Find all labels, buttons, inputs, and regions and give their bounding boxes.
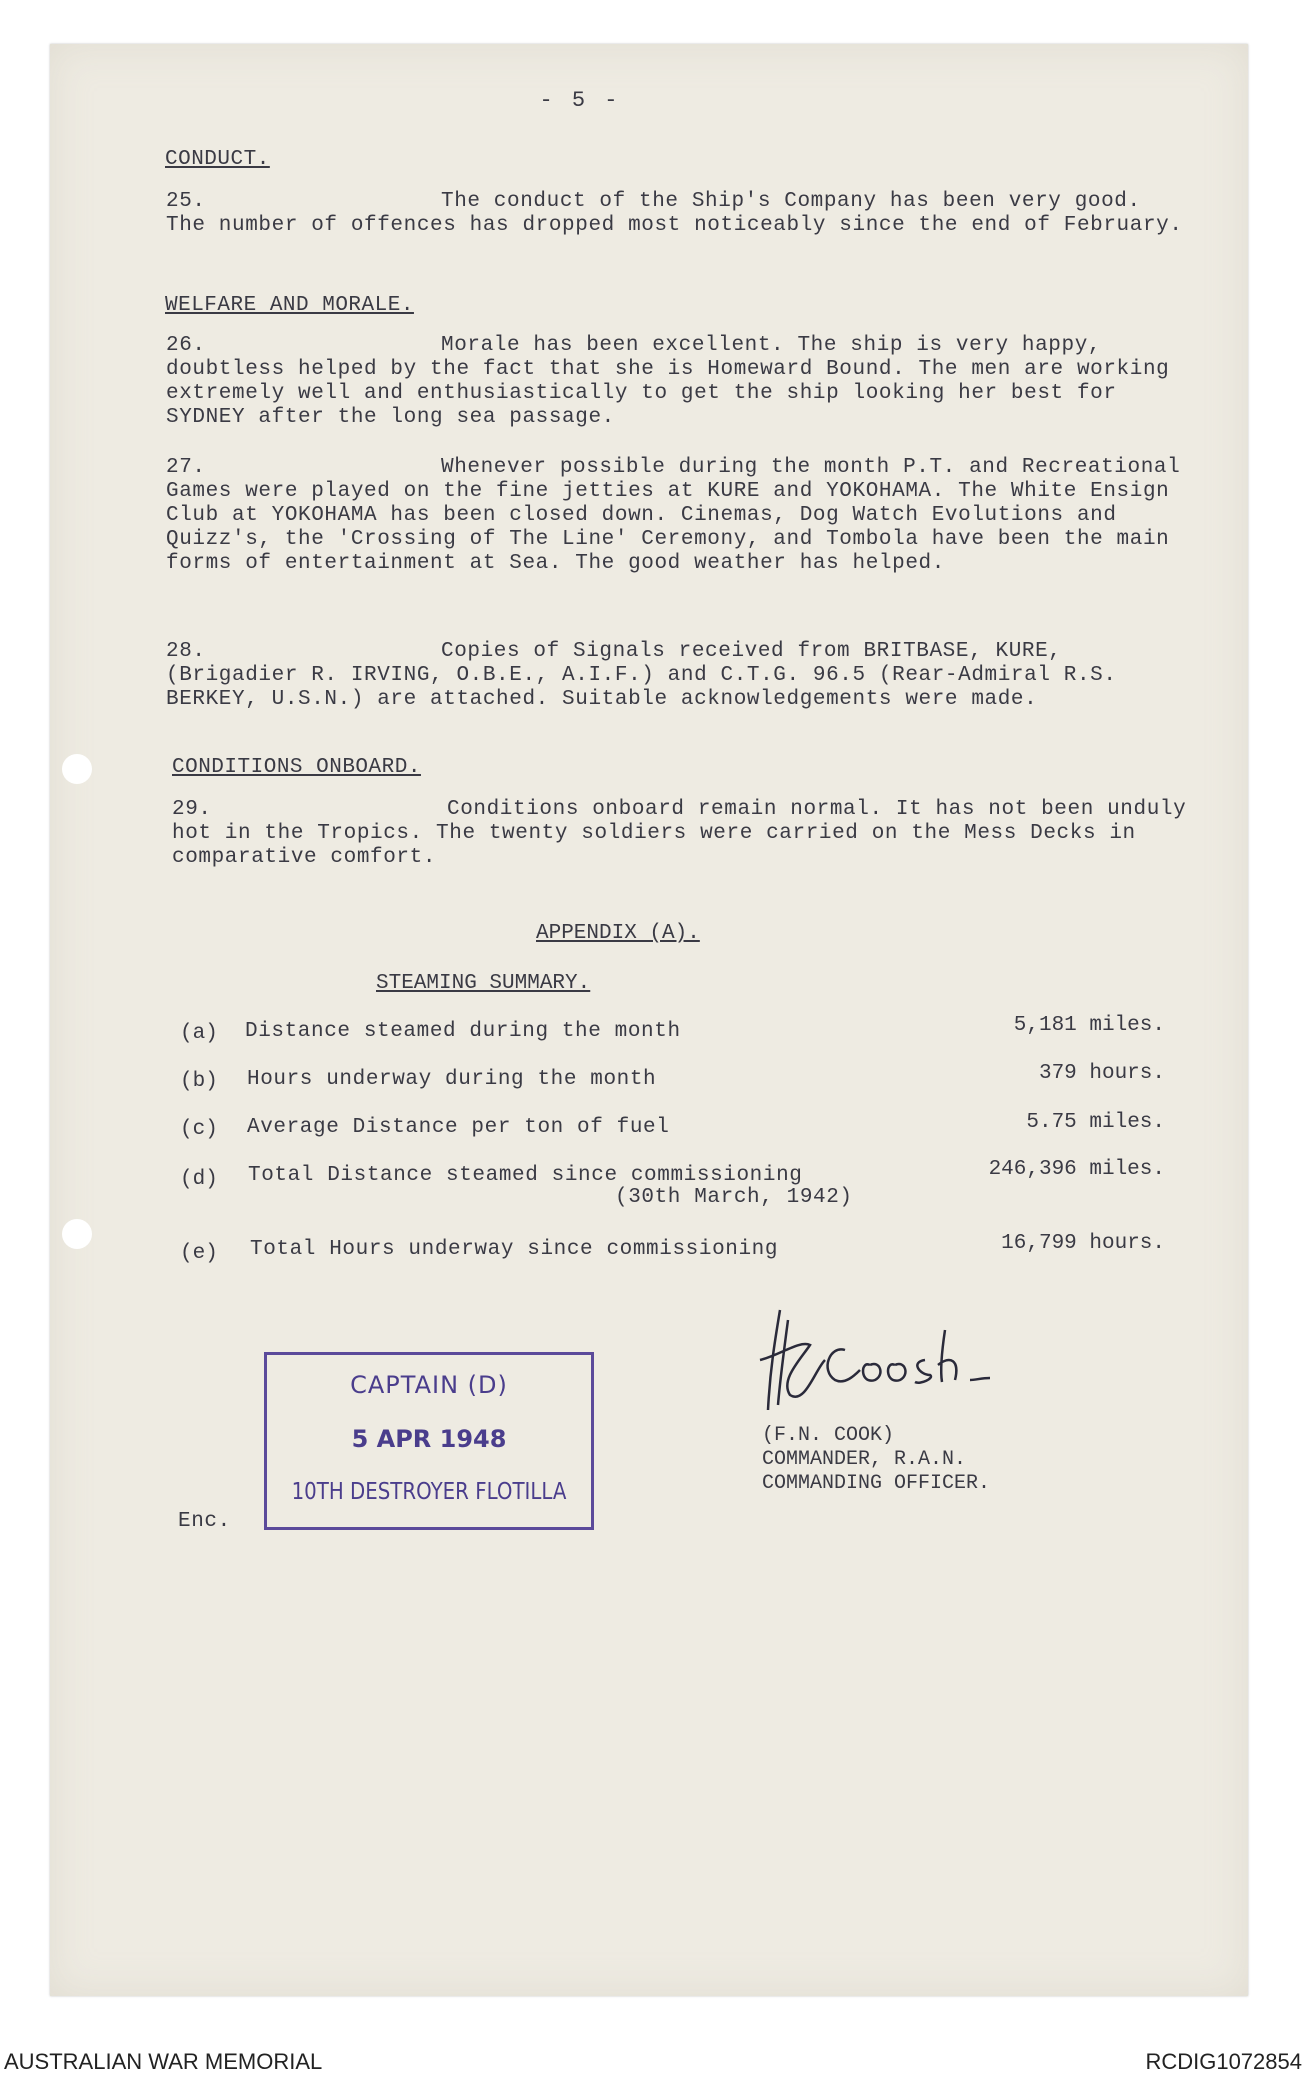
paragraph-29 — [172, 798, 1192, 870]
paragraph-text: The conduct of the Ship's Company has been very good. The number of offences has dropped most noticeably since the end of February. — [166, 190, 1183, 237]
stamp-date: 5 APR 1948 — [351, 1425, 507, 1453]
stamp-line-3: 10TH DESTROYER FLOTILLA — [291, 1479, 567, 1505]
row-value: 379 hours. — [1038, 1062, 1165, 1085]
row-value: 5.75 miles. — [1026, 1111, 1165, 1134]
stamp-line-1: CAPTAIN (D) — [350, 1371, 508, 1399]
paragraph-number: 28. — [166, 640, 206, 663]
row-value: 16,799 hours. — [1001, 1232, 1165, 1255]
signatory-title: COMMANDING OFFICER. — [762, 1472, 991, 1495]
paragraph-number: 26. — [166, 334, 206, 357]
paragraph-text: Conditions onboard remain normal. It has not been unduly hot in the Tropics. The twenty soldiers were carried on the Mess Decks in comparative comfort. — [172, 798, 1187, 869]
paragraph-text: Morale has been excellent. The ship is very happy, doubtless helped by the fact that she is Homeward Bound. The men are working extremely well and enthusiastically to get the ship looking her best for SYDNEY after the long sea passage. — [166, 334, 1170, 429]
row-label: Total Hours underway since commissioning — [250, 1238, 779, 1261]
paragraph-text: Copies of Signals received from BRITBASE, KURE, (Brigadier R. IRVING, O.B.E., A.I.F.) and C.T.G. 96.5 (Rear-Admiral R.S. BERKEY, U.S.N.) are attached. Suitable acknowledgements were made. — [166, 640, 1117, 711]
conduct-heading: CONDUCT. — [165, 148, 270, 171]
paragraph-25 — [166, 190, 1186, 238]
paragraph-number: 29. — [172, 798, 212, 821]
row-letter: (b) — [180, 1070, 218, 1093]
signatory-rank: COMMANDER, R.A.N. — [762, 1448, 967, 1471]
enclosure-label: Enc. — [178, 1510, 231, 1533]
signatory-name: (F.N. COOK) — [762, 1424, 895, 1447]
handwritten-signature-icon — [750, 1300, 1010, 1420]
row-label: Average Distance per ton of fuel — [247, 1116, 670, 1139]
row-label: Total Distance steamed since commissioning — [248, 1164, 803, 1187]
row-letter: (d) — [180, 1168, 218, 1191]
received-stamp — [264, 1352, 594, 1530]
row-label-continued: (30th March, 1942) — [615, 1186, 853, 1209]
row-label: Hours underway during the month — [247, 1068, 657, 1091]
footer-source: AUSTRALIAN WAR MEMORIAL — [4, 2049, 323, 2074]
punch-hole-bottom — [62, 1219, 92, 1249]
page-number: - 5 - — [539, 88, 621, 113]
signature-block — [762, 1424, 990, 1496]
paragraph-number: 27. — [166, 456, 206, 479]
paragraph-number: 25. — [166, 190, 206, 213]
row-letter: (e) — [180, 1242, 218, 1265]
steaming-summary-title: STEAMING SUMMARY. — [376, 972, 591, 995]
row-letter: (c) — [180, 1118, 218, 1141]
footer-id: RCDIG1072854 — [1145, 2049, 1302, 2074]
row-value: 246,396 miles. — [988, 1158, 1165, 1181]
row-label: Distance steamed during the month — [245, 1020, 681, 1043]
appendix-title: APPENDIX (A). — [536, 922, 700, 945]
conditions-heading: CONDITIONS ONBOARD. — [172, 756, 421, 779]
paragraph-26 — [166, 334, 1186, 430]
welfare-heading: WELFARE AND MORALE. — [165, 294, 414, 317]
row-letter: (a) — [180, 1022, 218, 1045]
paragraph-text: Whenever possible during the month P.T. and Recreational Games were played on the fine jetties at KURE and YOKOHAMA. The White Ensign Club at YOKOHAMA has been closed down. Cinemas, Dog Watch Evolutions and Quizz's, the 'Crossing of The Line' Ceremony, and Tombola have been the main forms of entertainment at Sea. The good weather has helped. — [166, 456, 1181, 575]
paragraph-27 — [166, 456, 1186, 576]
paragraph-28 — [166, 640, 1186, 712]
punch-hole-top — [62, 754, 92, 784]
row-value: 5,181 miles. — [1013, 1014, 1165, 1037]
